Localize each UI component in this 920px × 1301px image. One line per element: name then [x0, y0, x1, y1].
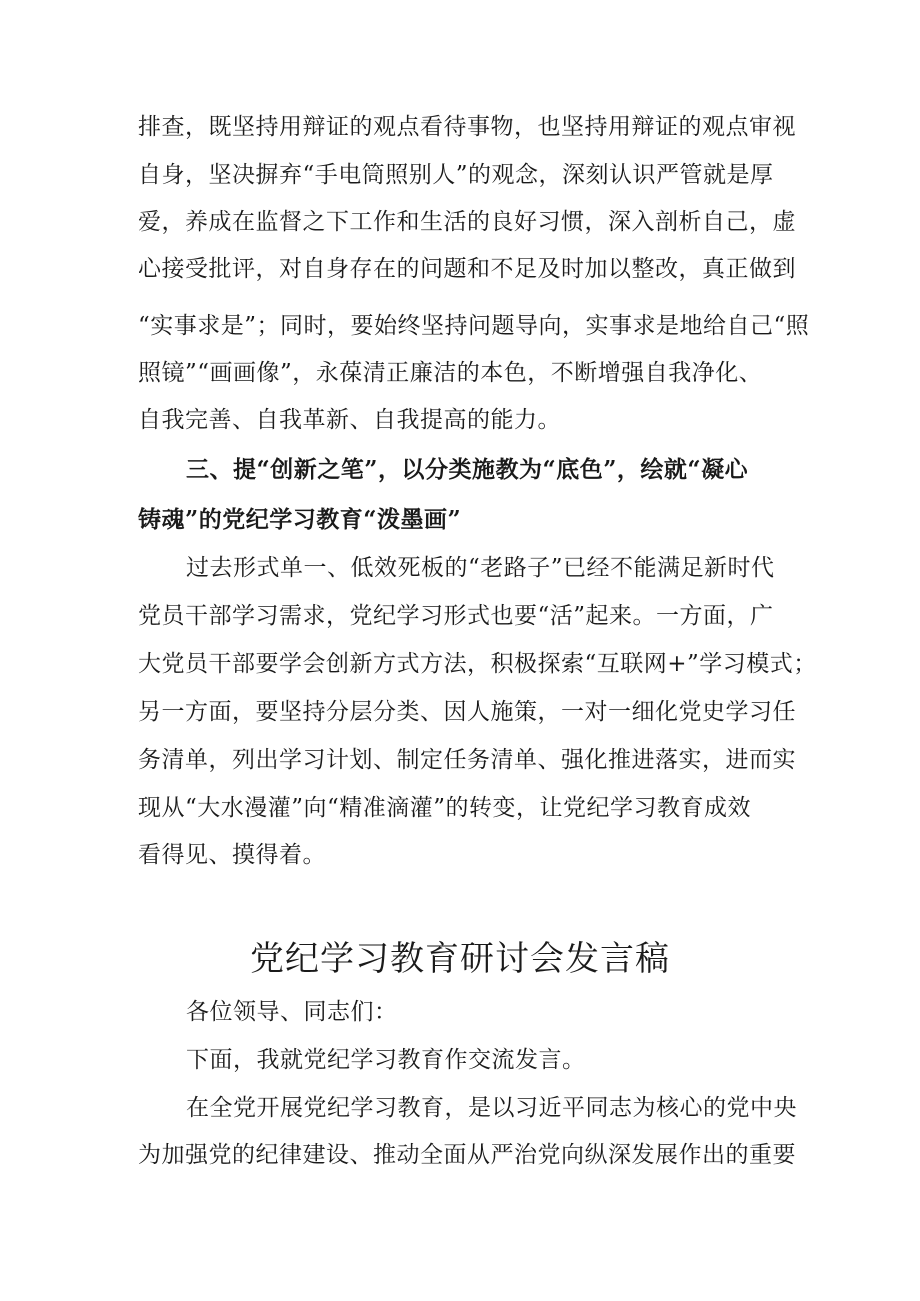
- paragraph-line: “实事求是”；同时，要始终坚持问题导向，实事求是地给自己“照: [138, 313, 810, 339]
- section-heading-line: 三、提“创新之笔”，以分类施教为“底色”，绘就“凝心: [186, 456, 749, 483]
- paragraph-line: 党员干部学习需求，党纪学习形式也要“活”起来。一方面，广: [138, 603, 774, 629]
- paragraph-line: 下面，我就党纪学习教育作交流发言。: [186, 1047, 586, 1073]
- section-heading-line: 铸魂”的党纪学习教育“泼墨画”: [138, 506, 462, 533]
- paragraph-line: 爱，养成在监督之下工作和生活的良好习惯，深入剖析自己，虚: [138, 209, 796, 235]
- paragraph-line: 过去形式单一、低效死板的“老路子”已经不能满足新时代: [186, 555, 775, 581]
- paragraph-line: 务清单，列出学习计划、制定任务清单、强化推进落实，进而实: [138, 747, 796, 773]
- document-title: 党纪学习教育研讨会发言稿: [250, 939, 670, 979]
- paragraph-line: 大党员干部要学会创新方式方法，积极探索“互联网+”学习模式；: [138, 651, 817, 677]
- paragraph-line: 自我完善、自我革新、自我提高的能力。: [138, 407, 561, 433]
- paragraph-line: 看得见、摸得着。: [138, 842, 326, 868]
- salutation-line: 各位领导、同志们：: [186, 999, 398, 1025]
- paragraph-line: 自身，坚决摒弃“手电筒照别人”的观念，深刻认识严管就是厚: [138, 162, 774, 188]
- paragraph-line: 在全党开展党纪学习教育，是以习近平同志为核心的党中央: [186, 1095, 797, 1121]
- paragraph-line: 心接受批评，对自身存在的问题和不足及时加以整改，真正做到: [138, 256, 796, 282]
- paragraph-line: 照镜”“画画像”，永葆清正廉洁的本色，不断增强自我净化、: [138, 360, 763, 386]
- paragraph-line: 现从“大水漫灌”向“精准滴灌”的转变，让党纪学习教育成效: [138, 795, 752, 821]
- paragraph-line: 排查，既坚持用辩证的观点看待事物，也坚持用辩证的观点审视: [138, 114, 796, 140]
- paragraph-line: 另一方面，要坚持分层分类、因人施策，一对一细化党史学习任: [138, 699, 796, 725]
- paragraph-line: 为加强党的纪律建设、推动全面从严治党向纵深发展作出的重要: [138, 1142, 796, 1168]
